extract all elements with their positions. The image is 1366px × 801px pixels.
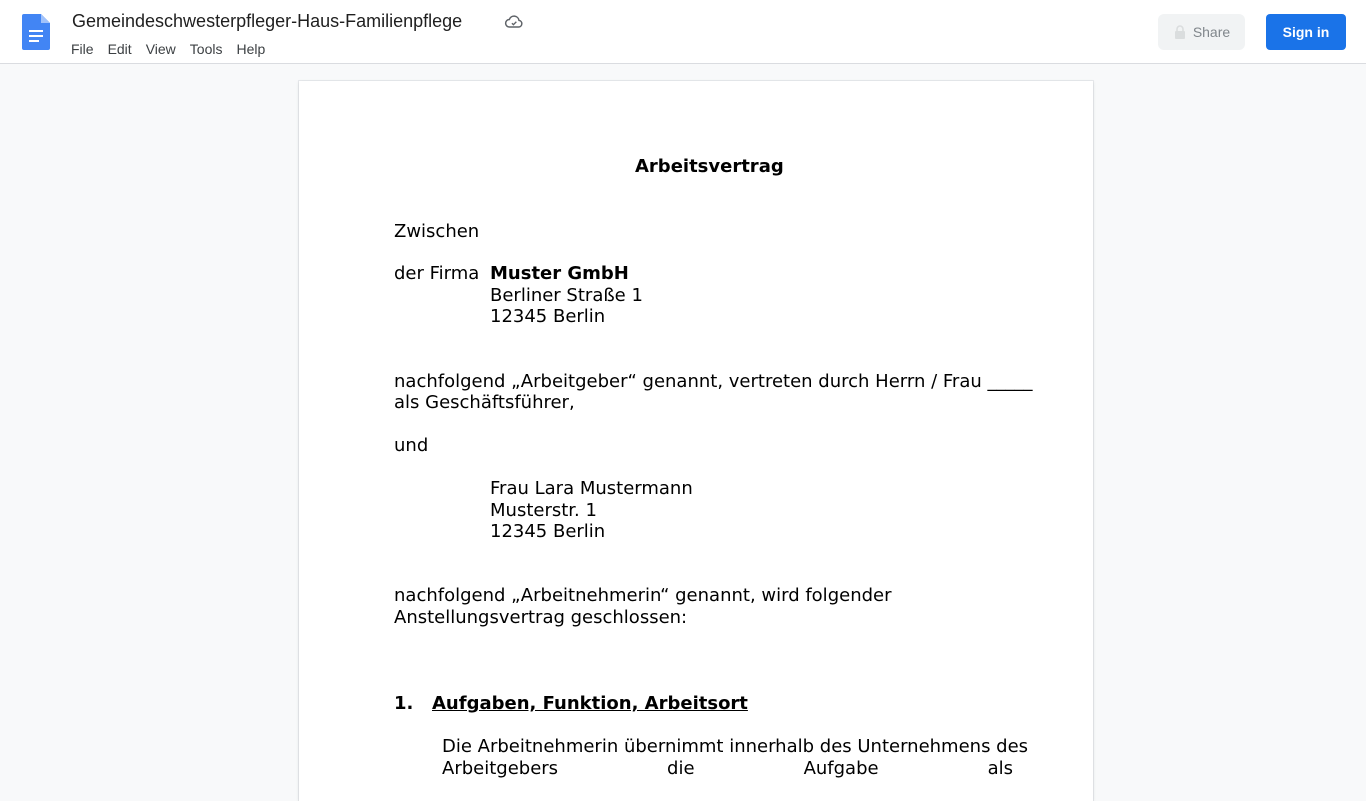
docs-icon[interactable] [22, 14, 50, 50]
employer-role-line-1: nachfolgend „Arbeitgeber“ genannt, vertreten durch Herrn / Frau _____ [394, 371, 1033, 392]
employee-city: 12345 Berlin [490, 521, 606, 542]
employer-role-line-2: als Geschäftsführer, [394, 392, 575, 413]
share-button[interactable] [1158, 14, 1245, 50]
menu-help[interactable]: Help [236, 41, 266, 57]
menu-file[interactable]: File [71, 41, 94, 57]
employer-label: der Firma [394, 263, 480, 284]
menu-view[interactable]: View [145, 41, 176, 57]
employee-street: Musterstr. 1 [490, 500, 597, 521]
employer-name: Muster GmbH [490, 263, 629, 284]
top-bar [0, 0, 1366, 64]
document-body[interactable] [299, 81, 1093, 801]
document-heading: Arbeitsvertrag [635, 156, 784, 177]
share-label: Share [1192, 24, 1231, 40]
sign-in-button[interactable]: Sign in [1266, 14, 1346, 50]
menu-tools[interactable]: Tools [189, 41, 223, 57]
employer-city: 12345 Berlin [490, 306, 606, 327]
menu-edit[interactable]: Edit [107, 41, 132, 57]
menu-bar [64, 38, 272, 60]
section-1-title: Aufgaben, Funktion, Arbeitsort [432, 693, 748, 714]
and-text: und [394, 435, 429, 456]
document-page[interactable] [299, 81, 1093, 801]
lock-icon [1173, 25, 1187, 39]
document-title[interactable]: Gemeindeschwesterpfleger-Haus-Familienpflege [72, 11, 463, 31]
employee-role-line-2: Anstellungsvertrag geschlossen: [394, 607, 688, 628]
cloud-status-icon[interactable] [504, 12, 524, 32]
employee-role-line-1: nachfolgend „Arbeitnehmerin“ genannt, wird folgender [394, 585, 892, 606]
section-1-number: 1. [394, 693, 414, 714]
employee-name: Frau Lara Mustermann [490, 478, 693, 499]
between-text: Zwischen [394, 221, 480, 242]
section-1-text-line-1: Die Arbeitnehmerin übernimmt innerhalb des Unternehmens des [442, 736, 1029, 757]
section-1-text-line-2: Arbeitgebers die Aufgabe als [442, 758, 1013, 779]
employer-street: Berliner Straße 1 [490, 285, 643, 306]
